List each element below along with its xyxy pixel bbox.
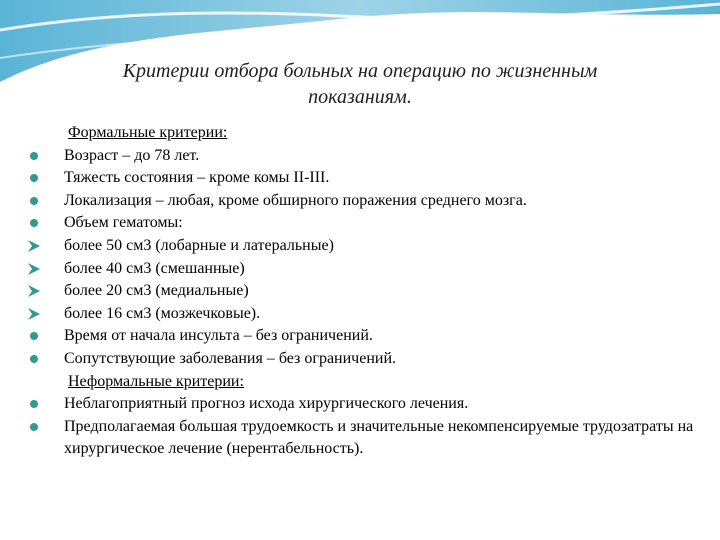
bullet-dot-icon [30, 152, 38, 160]
list-item: Неблагоприятный прогноз исхода хирургического лечения. [24, 393, 704, 416]
slide-title [60, 58, 660, 110]
bullet-dot-icon [30, 197, 38, 205]
slide-title-line-1: Критерии отбора больных на операцию по жизненным [122, 60, 598, 82]
formal-criteria-heading: Формальные критерии: [68, 124, 228, 141]
list-item: более 40 см3 (смешанные) [24, 258, 704, 281]
list-item: Время от начала инсульта – без ограничений. [24, 325, 704, 348]
list-item: Тяжесть состояния – кроме комы II-III. [24, 167, 704, 190]
bullet-dot-icon [30, 219, 38, 227]
informal-criteria-heading: Неформальные критерии: [68, 372, 244, 390]
arrowhead-bullet-icon [27, 284, 41, 298]
list-item: Возраст – до 78 лет. [24, 145, 704, 168]
list-item: более 16 см3 (мозжечковые). [24, 303, 704, 326]
list-item: более 50 см3 (лобарные и латеральные) [24, 235, 704, 258]
criteria-list [24, 122, 704, 461]
slide-title-line-2: показаниям. [308, 86, 412, 108]
bullet-dot-icon [30, 355, 38, 363]
bullet-dot-icon [30, 332, 38, 340]
bullet-dot-icon [30, 400, 38, 408]
list-item: Локализация – любая, кроме обширного поражения среднего мозга. [24, 190, 704, 213]
bullet-dot-icon [30, 174, 38, 182]
arrowhead-bullet-icon [27, 307, 41, 321]
arrowhead-bullet-icon [27, 239, 41, 253]
list-item: Объем гематомы: [24, 212, 704, 235]
list-item: Сопутствующие заболевания – без ограничений. [24, 348, 704, 371]
list-item: более 20 см3 (медиальные) [24, 280, 704, 303]
list-item: Предполагаемая большая трудоемкость и значительные некомпенсируемые трудозатраты на хирургическое лечение (нерентабельность). [24, 416, 704, 461]
arrowhead-bullet-icon [27, 262, 41, 276]
bullet-dot-icon [30, 423, 38, 431]
